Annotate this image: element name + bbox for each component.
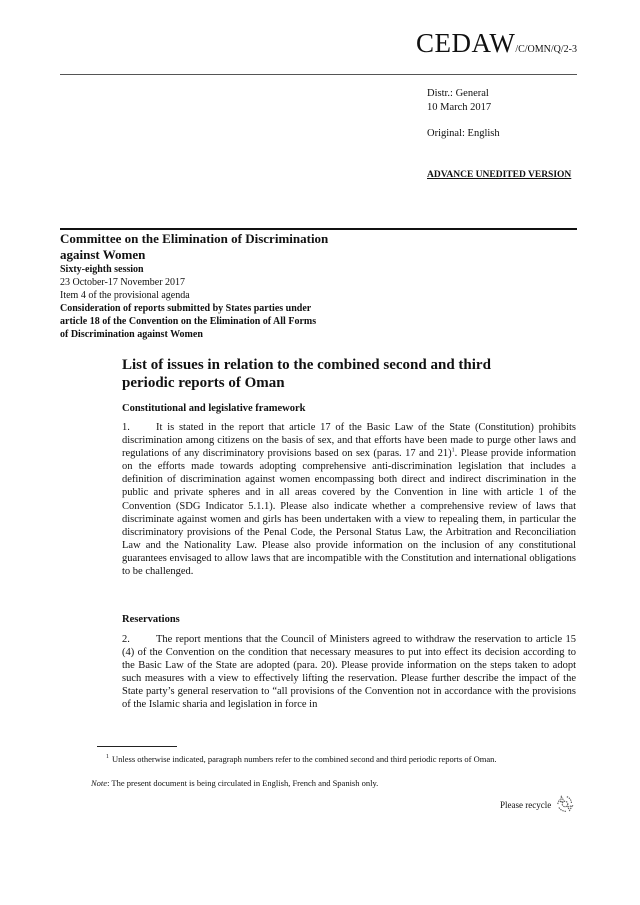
distribution: Distr.: General	[427, 88, 489, 99]
symbol-suffix: /C/OMN/Q/2-3	[515, 44, 577, 55]
recycle-text: Please recycle	[500, 800, 552, 810]
committee-name-2: against Women	[60, 247, 146, 262]
footnote-ref[interactable]: 1	[451, 447, 455, 454]
note-text: : The present document is being circulated in English, French and Spanish only.	[107, 778, 379, 788]
consideration-2: article 18 of the Convention on the Elimination of All Forms	[60, 316, 317, 327]
committee-block	[60, 231, 380, 341]
session: Sixty-eighth session	[60, 264, 144, 275]
recycle-icon	[554, 793, 576, 817]
consideration-3: of Discrimination against Women	[60, 329, 203, 340]
circulation-note	[91, 778, 378, 788]
document-title: List of issues in relation to the combined second and third periodic reports of Oman	[122, 357, 491, 391]
agenda-item: Item 4 of the provisional agenda	[60, 290, 190, 301]
document-symbol	[416, 28, 577, 59]
committee-name-1: Committee on the Elimination of Discrimination	[60, 231, 329, 246]
recycle-notice	[500, 793, 576, 817]
paragraph-number: 1.	[122, 422, 130, 433]
original-language: Original: English	[427, 128, 500, 139]
footnote-1	[106, 754, 552, 766]
paragraph-2: 2. The report mentions that the Council of Ministers agreed to withdraw the reservation to article 15 (4) of the Convention on the condition that necessary measures to put into effect its decision according to the Basic Law of the State are adopted (para. 20). Please provide information on the steps taken to adopt such measures with a view to effectively lifting the reservation. Please further describe the impact of the State party’s general reservation to “all provisions of the Convention not in accordance with the provisions of the Islamic sharia and legislation in force in	[122, 634, 576, 711]
section-heading-constitutional: Constitutional and legislative framework	[122, 403, 306, 414]
distribution-block	[427, 87, 491, 115]
paragraph-number: 2.	[122, 634, 130, 645]
advance-unedited-label: ADVANCE UNEDITED VERSION	[427, 170, 572, 180]
footnote-number: 1	[106, 754, 109, 760]
committee-rule	[60, 228, 577, 230]
consideration-1: Consideration of reports submitted by States parties under	[60, 303, 312, 314]
paragraph-1: 1. It is stated in the report that article 17 of the Basic Law of the State (Constitution) prohibits discrimination among citizens on the basis of sex, and that efforts have been made to purge other laws and regulations of any discriminatory provisions based on sex (paras. 17 and 21)$^1$. Please provide information on the efforts made towards adopting comprehensive anti-discrimination legislation that includes a definition of discrimination against women encompassing both direct and indirect discrimination in the public and private spheres and in all areas covered by the Convention in line with article 1 of the Convention (SDG Indicator 5.1.1). Please also indicate whether a comprehensive review of laws that discriminate against women and girls has been undertaken with a view to repealing them, in particular the discriminatory provisions of the Penal Code, the Personal Status Law, the Arbitration and Reconciliation Law and the Nationality Law. Please also provide information on the inclusion of any constitutional guarantees envisaged to allow laws that are incompatible with the Constitution and international obligations to be challenged.	[122, 422, 576, 578]
header-rule	[60, 74, 577, 75]
issue-date: 10 March 2017	[427, 102, 492, 113]
note-label: Note	[91, 778, 108, 788]
footnote-text: Unless otherwise indicated, paragraph numbers refer to the combined second and third periodic reports of Oman.	[112, 754, 497, 764]
footnote-separator	[97, 746, 177, 747]
section-heading-reservations: Reservations	[122, 614, 180, 625]
symbol-main: CEDAW	[416, 28, 516, 58]
session-dates: 23 October-17 November 2017	[60, 277, 186, 288]
